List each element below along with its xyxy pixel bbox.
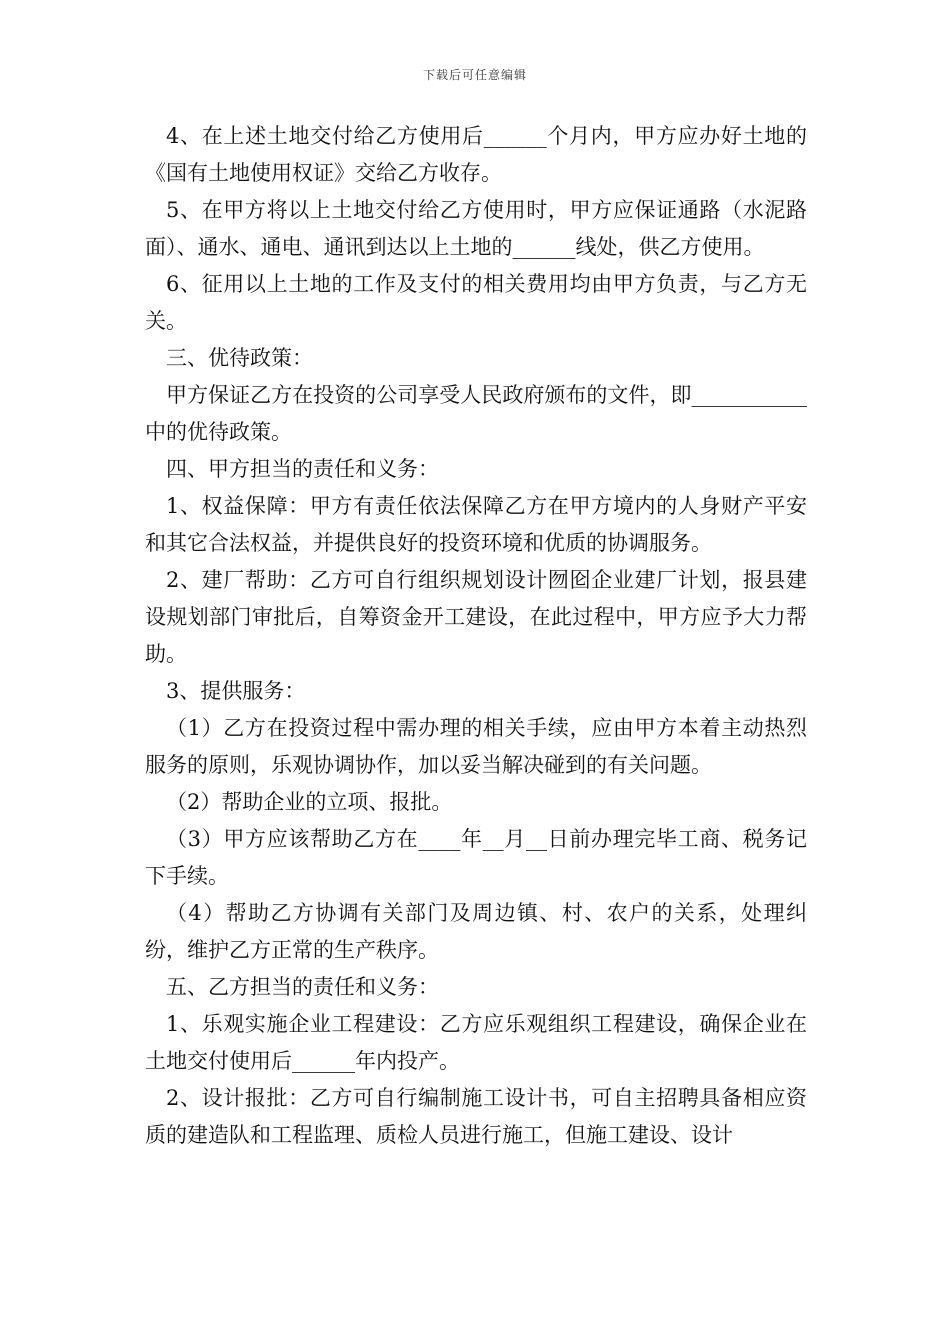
paragraph-service-4: （4）帮助乙方协调有关部门及周边镇、村、农户的关系，处理纠纷，维护乙方正常的生产秩序。	[145, 901, 807, 962]
paragraph-design-approval: 2、设计报批：乙方可自行编制施工设计书，可自主招聘具备相应资质的建造队和工程监理、质检人员进行施工，但施工建设、设计	[145, 1086, 807, 1147]
section-heading-preferential-policy: 三、优待政策：	[166, 346, 313, 370]
paragraph-rights-protection: 1、权益保障：甲方有责任依法保障乙方在甲方境内的人身财产平安和其它合法权益，并提供良好的投资环境和优质的协调服务。	[145, 494, 807, 555]
paragraph-service-3: （3）甲方应该帮助乙方在____年__月__日前办理完毕工商、税务记下手续。	[145, 827, 807, 888]
page-header-note: 下载后可任意编辑	[422, 68, 527, 82]
paragraph-item-5: 5、在甲方将以上土地交付给乙方使用时，甲方应保证通路（水泥路面）、通水、通电、通讯到达以上土地的______线处，供乙方使用。	[145, 198, 807, 259]
paragraph-service-2: （2）帮助企业的立项、报批。	[166, 790, 453, 814]
section-heading-party-a-duties: 四、甲方担当的责任和义务：	[166, 457, 439, 481]
section-heading-party-b-duties: 五、乙方担当的责任和义务：	[166, 975, 439, 999]
paragraph-item-6: 6、征用以上土地的工作及支付的相关费用均由甲方负责，与乙方无关。	[145, 272, 807, 333]
paragraph-project-construction: 1、乐观实施企业工程建设：乙方应乐观组织工程建设，确保企业在土地交付使用后______年内投产。	[145, 1012, 807, 1073]
paragraph-policy: 甲方保证乙方在投资的公司享受人民政府颁布的文件，即___________中的优待政策。	[145, 383, 807, 444]
paragraph-service-1: （1）乙方在投资过程中需办理的相关手续，应由甲方本着主动热烈服务的原则，乐观协调协作，加以妥当解决碰到的有关问题。	[145, 716, 807, 777]
paragraph-services-heading: 3、提供服务：	[166, 679, 306, 703]
paragraph-construction-help: 2、建厂帮助：乙方可自行组织规划设计囫囵企业建厂计划，报县建设规划部门审批后，自筹资金开工建设，在此过程中，甲方应予大力帮助。	[145, 568, 807, 666]
paragraph-item-4: 4、在上述土地交付给乙方使用后______个月内，甲方应办好土地的《国有土地使用权证》交给乙方收存。	[145, 124, 807, 185]
document-body	[145, 118, 807, 1154]
